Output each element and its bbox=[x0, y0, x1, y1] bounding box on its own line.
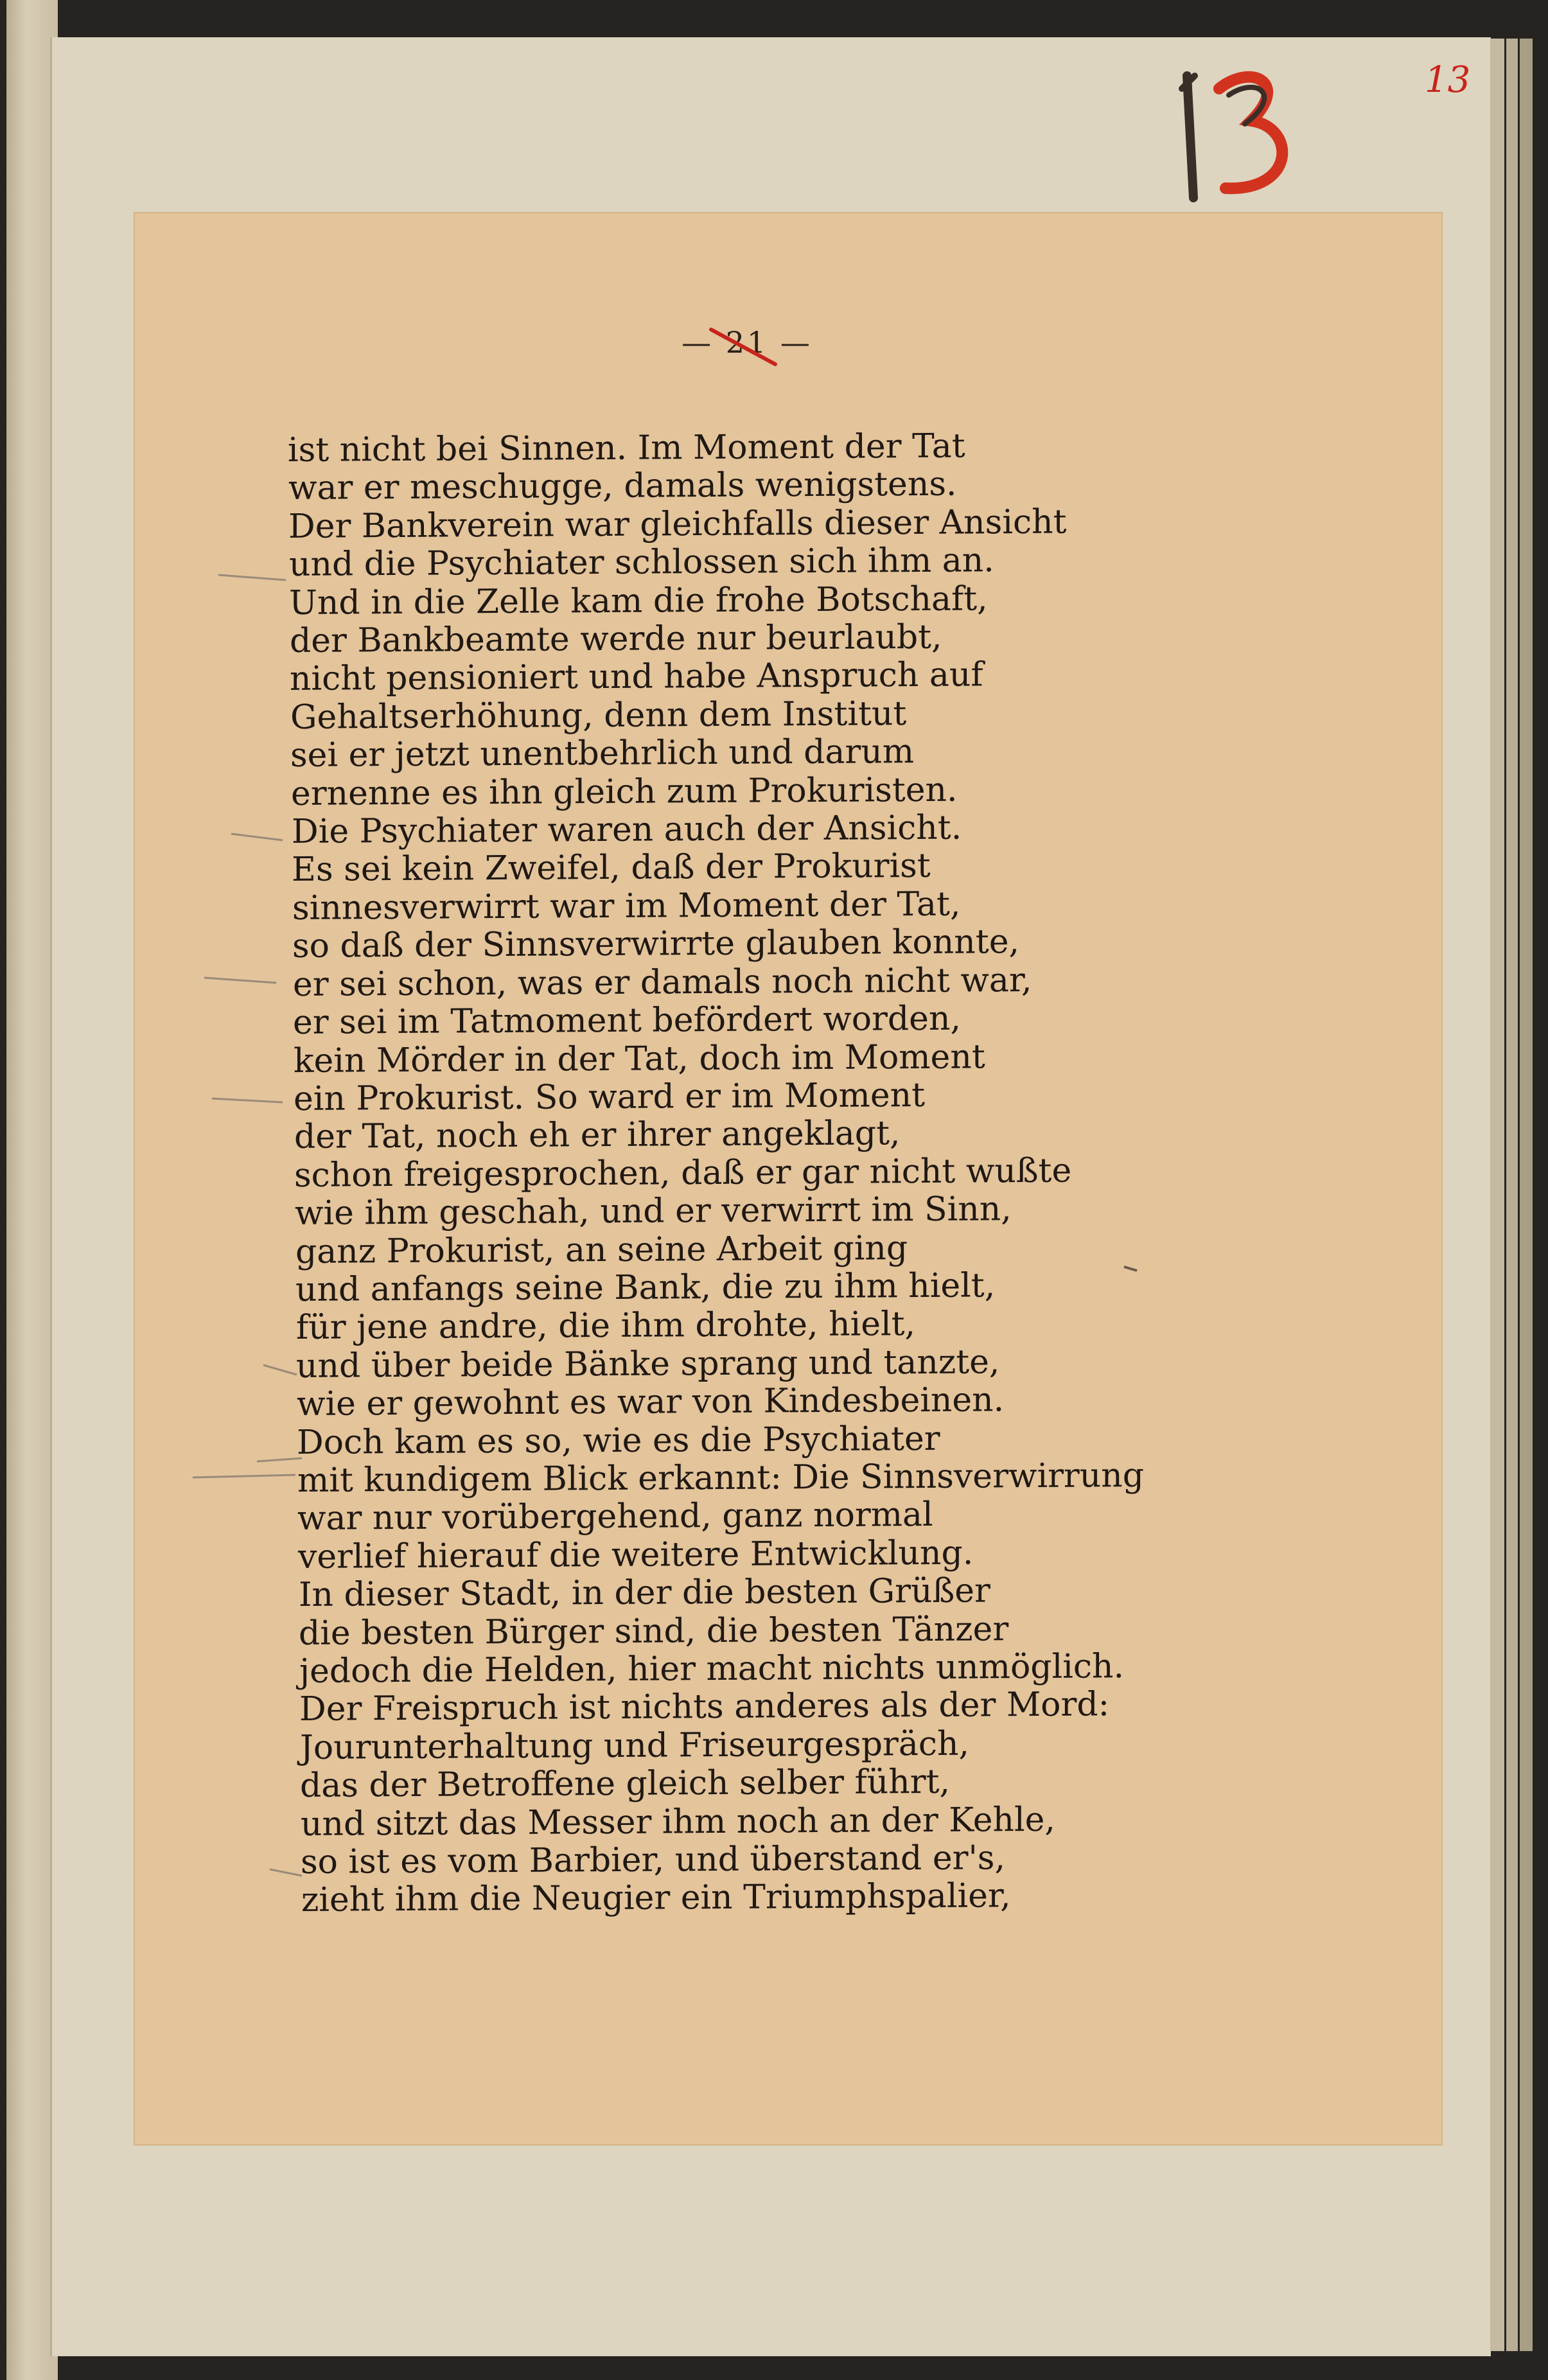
poem-line: Jourunterhaltung und Friseurgespräch, bbox=[299, 1724, 969, 1767]
poem-line: verlief hierauf die weitere Entwicklung. bbox=[297, 1533, 974, 1576]
poem-line: so daß der Sinnsverwirrte glauben konnte, bbox=[292, 922, 1020, 966]
poem-line: mit kundigem Blick erkannt: Die Sinnsverwirrung bbox=[297, 1456, 1144, 1500]
poem-line: wie er gewohnt es war von Kindesbeinen. bbox=[296, 1380, 1004, 1424]
poem-line: Und in die Zelle kam die frohe Botschaft, bbox=[289, 579, 988, 622]
poem-line: ein Prokurist. So ward er im Moment bbox=[294, 1075, 926, 1118]
poem-line: Doch kam es so, wie es die Psychiater bbox=[297, 1419, 940, 1462]
poem-line: Der Bankverein war gleichfalls dieser Ansicht bbox=[288, 502, 1067, 546]
poem-line: war nur vorübergehend, ganz normal bbox=[297, 1495, 934, 1538]
poem-line: Die Psychiater waren auch der Ansicht. bbox=[291, 808, 962, 852]
poem-line: jedoch die Helden, hier macht nichts unmöglich. bbox=[299, 1647, 1124, 1691]
poem-line: und anfangs seine Bank, die zu ihm hielt, bbox=[295, 1266, 996, 1309]
poem-line: so ist es vom Barbier, und überstand er's, bbox=[301, 1838, 1006, 1882]
poem-line: zieht ihm die Neugier ein Triumphspalier, bbox=[301, 1876, 1011, 1920]
page-number: — 21 — bbox=[682, 325, 813, 360]
poem-line: Gehaltserhöhung, denn dem Institut bbox=[290, 694, 907, 737]
poem-line: und über beide Bänke sprang und tanzte, bbox=[296, 1343, 1000, 1386]
poem-line: war er meschugge, damals wenigstens. bbox=[288, 465, 957, 508]
poem-line: In dieser Stadt, in der die besten Grüßer bbox=[298, 1571, 990, 1615]
poem-line: kein Mörder in der Tat, doch im Moment bbox=[293, 1037, 985, 1080]
poem-line: sei er jetzt unentbehrlich und darum bbox=[290, 732, 915, 775]
poem-line: der Tat, noch eh er ihrer angeklagt, bbox=[294, 1114, 901, 1157]
poem-line: Es sei kein Zweifel, daß der Prokurist bbox=[292, 847, 931, 890]
poem-line: ernenne es ihn gleich zum Prokuristen. bbox=[290, 770, 958, 813]
poem-line: nicht pensioniert und habe Anspruch auf bbox=[290, 655, 983, 699]
poem-line: Der Freispruch ist nichts anderes als der Mord: bbox=[299, 1685, 1110, 1729]
poem-line: wie ihm geschah, und er verwirrt im Sinn, bbox=[295, 1190, 1012, 1233]
poem-line: für jene andre, die ihm drohte, hielt, bbox=[295, 1305, 915, 1348]
poem-line: und die Psychiater schlossen sich ihm an. bbox=[288, 541, 994, 585]
poem-line: ganz Prokurist, an seine Arbeit ging bbox=[295, 1228, 908, 1271]
poem-line: das der Betroffene gleich selber führt, bbox=[300, 1763, 951, 1806]
poem-line: ist nicht bei Sinnen. Im Moment der Tat bbox=[288, 427, 965, 470]
poem-line: und sitzt das Messer ihm noch an der Kehle, bbox=[300, 1800, 1055, 1844]
archive-number-small: 13 bbox=[1425, 59, 1471, 101]
poem-line: er sei schon, was er damals noch nicht war, bbox=[292, 960, 1032, 1004]
poem-line: die besten Bürger sind, die besten Tänzer bbox=[299, 1609, 1009, 1653]
poem-line: der Bankbeamte werde nur beurlaubt, bbox=[289, 617, 942, 661]
poem-line: er sei im Tatmoment befördert worden, bbox=[293, 999, 962, 1043]
poem-line: schon freigesprochen, daß er gar nicht wußte bbox=[294, 1151, 1072, 1195]
poem-line: sinnesverwirrt war im Moment der Tat, bbox=[292, 885, 961, 928]
